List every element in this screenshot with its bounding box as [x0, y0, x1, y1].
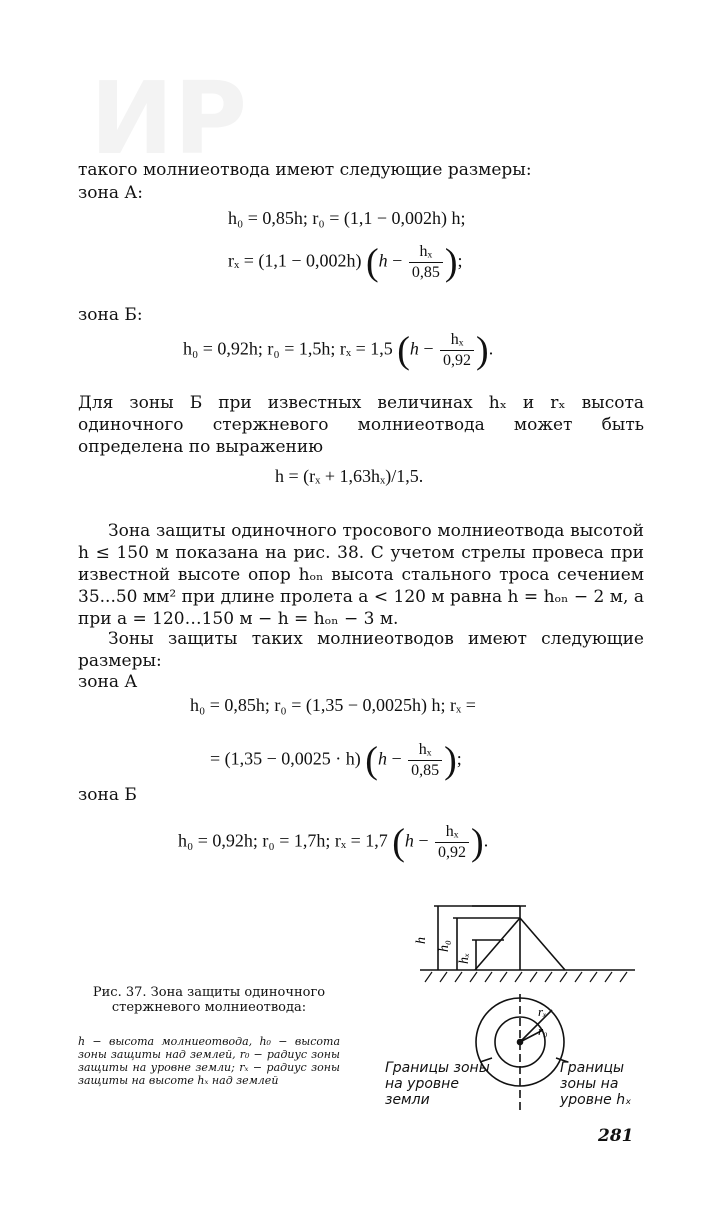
label-ground-boundary: Границы зоны на уровне земли — [385, 1060, 490, 1108]
denominator: 0,92 — [443, 352, 472, 369]
paragraph-2: Зона защиты одиночного тросового молниеотвода высотой h ≤ 150 м показана на рис. 38. С учетом стрелы провеса при известной высоте опор hₒₙ высота стального троса сечением 35...50 мм² при длине пролета a < 120 м равна h = hₒₙ − 2 м, а при a = 120…150 м − h = hₒₙ − 3 м. — [78, 521, 644, 629]
paren-open: ( — [397, 329, 410, 372]
zone-a2-label: зона А — [78, 672, 138, 692]
paren-open: ( — [365, 739, 378, 782]
formula-4-left: = (1,35 − 0,0025 · h) — [210, 748, 361, 769]
watermark: ИР — [90, 60, 247, 177]
formula-1-left: rₓ = (1,1 − 0,002h) — [228, 250, 362, 271]
paren-open: ( — [366, 241, 379, 284]
denominator: 0,85 — [411, 762, 440, 779]
label-rx: rₓ — [538, 1004, 547, 1019]
fraction — [409, 242, 443, 283]
formula-4-line-2: = (1,35 − 0,0025 · h) (h − $\frac{\text{hₓ}}{0,85}$ ); — [210, 739, 462, 782]
figure-legend: h − высота молниеотвода, h₀ − высота зоны защиты над землей, r₀ − радиус зоны защиты на уровне земли; rₓ − радиус зоны защиты на высоте hₓ над землей — [78, 1035, 340, 1087]
mast-profile-drawing — [420, 906, 635, 970]
numerator: hₓ — [408, 740, 442, 761]
intro-line: такого молниеотвода имеют следующие размеры: — [78, 160, 532, 180]
zone-b-label: зона Б: — [78, 305, 143, 325]
label-hx: hₓ — [457, 953, 472, 964]
formula-2: h₀ = 0,92h; r₀ = 1,5h; rₓ = 1,5 (h − $\frac{\text{hₓ}}{0,92}$ ). — [183, 329, 494, 372]
formula-2-left: h₀ = 0,92h; r₀ = 1,5h; rₓ = 1,5 — [183, 338, 393, 359]
label-r0: r₀ — [538, 1023, 548, 1038]
numerator: hₓ — [409, 242, 443, 263]
formula-1-line-2: rₓ = (1,1 − 0,002h) (h − $\frac{\text{hₓ}}{0,85}$ ); — [228, 241, 463, 284]
fraction — [435, 822, 469, 863]
denominator: 0,92 — [438, 844, 467, 861]
paren-close: ) — [444, 739, 457, 782]
numerator: hₓ — [440, 330, 474, 351]
label-h: h — [414, 937, 429, 944]
page-number: 281 — [598, 1126, 634, 1146]
denominator: 0,85 — [411, 264, 440, 281]
paragraph-3: Зоны защиты таких молниеотводов имеют следующие размеры: — [78, 629, 644, 671]
formula-3: h = (rₓ + 1,63hₓ)/1,5. — [275, 466, 424, 486]
fraction — [440, 330, 474, 371]
label-hx-boundary: Границы зоны на уровне hₓ — [560, 1060, 632, 1108]
paragraph-1: Для зоны Б при известных величинах hₓ и rₓ высота одиночного стержневого молниеотвода может быть определена по выражению — [78, 393, 644, 457]
zone-boundary-right — [520, 918, 565, 970]
paren-open: ( — [392, 821, 405, 864]
paren-close: ) — [471, 821, 484, 864]
zone-boundary-left — [475, 918, 520, 970]
formula-5: h₀ = 0,92h; r₀ = 1,7h; rₓ = 1,7 (h − $\frac{\text{hₓ}}{0,92}$ ). — [178, 821, 489, 864]
paren-close: ) — [476, 329, 489, 372]
ground-hatching — [425, 972, 627, 982]
formula-5-left: h₀ = 0,92h; r₀ = 1,7h; rₓ = 1,7 — [178, 830, 388, 851]
numerator: hₓ — [435, 822, 469, 843]
formula-4-line-1: h₀ = 0,85h; r₀ = (1,35 − 0,0025h) h; rₓ = — [190, 695, 476, 715]
formula-1-line-1: h₀ = 0,85h; r₀ = (1,1 − 0,002h) h; — [228, 208, 466, 228]
zone-b2-label: зона Б — [78, 785, 137, 805]
label-h0: h₀ — [437, 940, 452, 952]
figure-caption: Рис. 37. Зона защиты одиночного стержневого молниеотвода: — [92, 985, 326, 1015]
zone-a-label: зона А: — [78, 183, 143, 203]
fraction — [408, 740, 442, 781]
paren-close: ) — [444, 241, 458, 284]
